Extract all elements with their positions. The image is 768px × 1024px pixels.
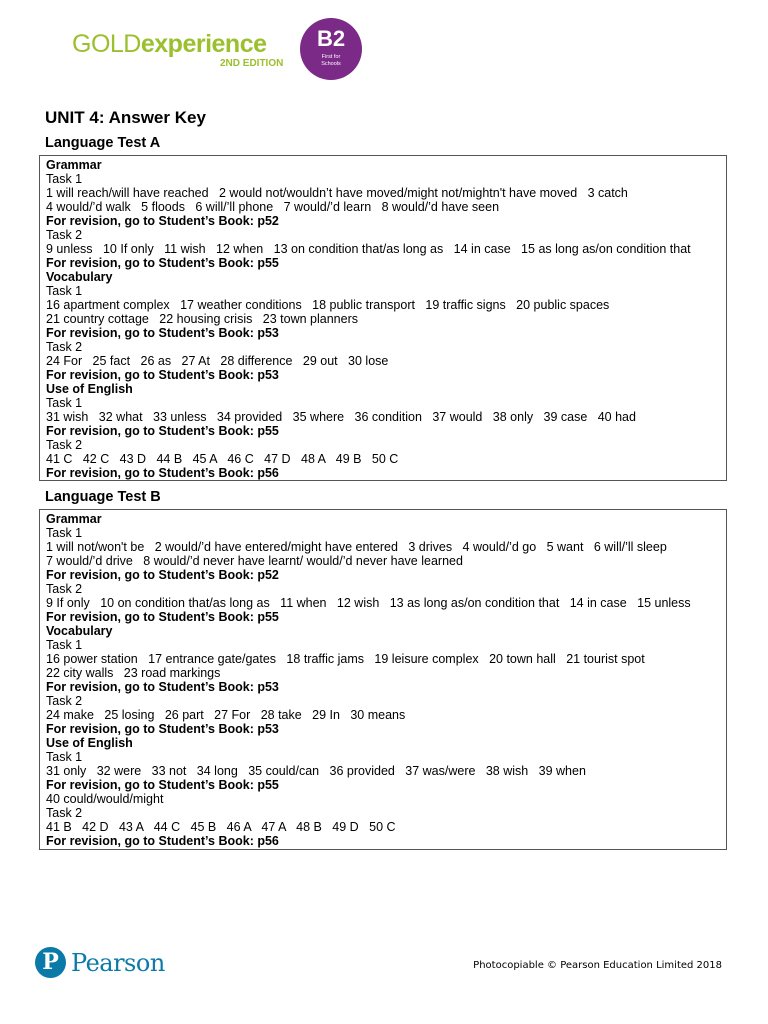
level-badge <box>300 18 362 80</box>
badge-level: B2 <box>316 26 346 51</box>
answer-line: Task 1 <box>46 172 83 186</box>
answer-heading-line: For revision, go to Student’s Book: p55 <box>46 610 279 624</box>
answer-line: Task 1 <box>46 750 83 764</box>
answer-line: Task 2 <box>46 582 83 596</box>
answer-line: 1 will reach/will have reached 2 would not/wouldn’t have moved/might not/mightn't have moved 3 catch <box>46 186 628 200</box>
test-b-answer-box <box>39 509 727 850</box>
answer-line: Task 1 <box>46 396 83 410</box>
answer-heading-line: Grammar <box>46 158 102 172</box>
badge-sub-line-2: Schools <box>321 61 341 67</box>
answer-heading-line: For revision, go to Student’s Book: p55 <box>46 256 279 270</box>
answer-line: Task 1 <box>46 638 83 652</box>
pearson-mark-icon: P <box>35 947 66 978</box>
answer-line: 41 C 42 C 43 D 44 B 45 A 46 C 47 D 48 A 49 B 50 C <box>46 452 399 466</box>
answer-line: 31 wish 32 what 33 unless 34 provided 35 where 36 condition 37 would 38 only 39 case 40 had <box>46 410 636 424</box>
test-a-heading: Language Test A <box>45 135 161 151</box>
answer-line: 1 will not/won't be 2 would/’d have entered/might have entered 3 drives 4 would/’d go 5 want 6 will/’ll sleep <box>46 540 667 554</box>
answer-heading-line: For revision, go to Student’s Book: p53 <box>46 680 279 694</box>
answer-line: 24 For 25 fact 26 as 27 At 28 difference 29 out 30 lose <box>46 354 389 368</box>
answer-heading-line: Vocabulary <box>46 270 113 284</box>
answer-heading-line: For revision, go to Student’s Book: p52 <box>46 214 279 228</box>
answer-line: 31 only 32 were 33 not 34 long 35 could/can 36 provided 37 was/were 38 wish 39 when <box>46 764 586 778</box>
answer-heading-line: Use of English <box>46 382 133 396</box>
answer-heading-line: Vocabulary <box>46 624 113 638</box>
answer-heading-line: Grammar <box>46 512 102 526</box>
gold-experience-logo <box>68 18 368 78</box>
answer-heading-line: For revision, go to Student’s Book: p55 <box>46 424 279 438</box>
test-a-answer-box <box>39 155 727 481</box>
answer-heading-line: For revision, go to Student’s Book: p53 <box>46 722 279 736</box>
answer-line: Task 2 <box>46 438 83 452</box>
pearson-wordmark: Pearson <box>71 949 165 977</box>
answer-line: Task 1 <box>46 284 83 298</box>
pearson-logo <box>35 945 165 985</box>
answer-line: 7 would/’d drive 8 would/’d never have learnt/ would/’d never have learned <box>46 554 463 568</box>
answer-line: 16 power station 17 entrance gate/gates 18 traffic jams 19 leisure complex 20 town hall 21 tourist spot <box>46 652 645 666</box>
badge-sub-line-1: First for <box>321 54 341 60</box>
answer-heading-line: For revision, go to Student’s Book: p52 <box>46 568 279 582</box>
answer-heading-line: For revision, go to Student’s Book: p56 <box>46 834 279 848</box>
answer-line: Task 1 <box>46 526 83 540</box>
answer-line: Task 2 <box>46 228 83 242</box>
answer-line: Task 2 <box>46 694 83 708</box>
answer-line: 9 If only 10 on condition that/as long as 11 when 12 wish 13 as long as/on condition that 14 in case 15 unless <box>46 596 691 610</box>
answer-heading-line: For revision, go to Student’s Book: p55 <box>46 778 279 792</box>
test-b-heading: Language Test B <box>45 489 161 505</box>
logo-wordmark <box>72 30 267 59</box>
answer-line: Task 2 <box>46 340 83 354</box>
answer-line: 16 apartment complex 17 weather conditions 18 public transport 19 traffic signs 20 public spaces <box>46 298 610 312</box>
logo-gold-text: GOLD <box>72 30 141 58</box>
answer-line: 9 unless 10 If only 11 wish 12 when 13 on condition that/as long as 14 in case 15 as long as/on condition that <box>46 242 691 256</box>
answer-line: 41 B 42 D 43 A 44 C 45 B 46 A 47 A 48 B 49 D 50 C <box>46 820 396 834</box>
answer-line: 24 make 25 losing 26 part 27 For 28 take 29 In 30 means <box>46 708 406 722</box>
badge-subtitle <box>300 54 362 68</box>
answer-line: 40 could/would/might <box>46 792 164 806</box>
answer-line: 22 city walls 23 road markings <box>46 666 221 680</box>
answer-line: 21 country cottage 22 housing crisis 23 town planners <box>46 312 358 326</box>
answer-line: 4 would/’d walk 5 floods 6 will/’ll phone 7 would/’d learn 8 would/’d have seen <box>46 200 500 214</box>
logo-experience-text: experience <box>140 30 267 58</box>
answer-heading-line: For revision, go to Student’s Book: p56 <box>46 466 279 480</box>
logo-edition: 2ND EDITION <box>220 58 284 69</box>
answer-heading-line: For revision, go to Student’s Book: p53 <box>46 326 279 340</box>
copyright-notice: Photocopiable © Pearson Education Limited 2018 <box>473 960 722 971</box>
page-title: UNIT 4: Answer Key <box>45 108 206 127</box>
answer-heading-line: Use of English <box>46 736 133 750</box>
answer-heading-line: For revision, go to Student’s Book: p53 <box>46 368 279 382</box>
answer-line: Task 2 <box>46 806 83 820</box>
